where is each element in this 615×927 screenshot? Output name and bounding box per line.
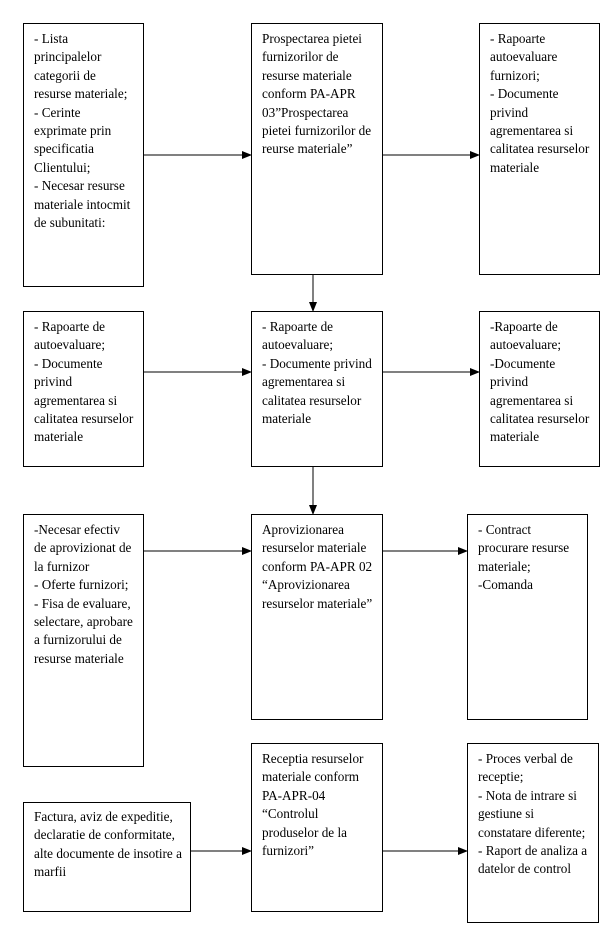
row1-input-item: - Lista principalelor categorii de resurse materiale; bbox=[34, 31, 128, 102]
row3-process-text: Aprovizionarea resurselor materiale conform PA-APR 02 “Aprovizionarea resurselor materiale” bbox=[262, 522, 373, 611]
row1-input-item: - Cerinte exprimate prin specificatia Clientului; bbox=[34, 104, 112, 175]
row4-inputs-box bbox=[23, 802, 191, 912]
row2-input-item: - Rapoarte de autoevaluare; bbox=[34, 319, 106, 353]
row2-process-item: - Documente privind agrementarea si calitatea resurselor materiale bbox=[262, 355, 372, 427]
row2-process-box bbox=[251, 311, 383, 467]
row4-process-box bbox=[251, 743, 383, 912]
row1-output-item: - Rapoarte autoevaluare furnizori; bbox=[490, 31, 558, 83]
row4-input-text: Factura, aviz de expeditie, declaratie de conformitate, alte documente de insotire a marfii bbox=[34, 809, 182, 880]
row3-process-box bbox=[251, 514, 383, 720]
row2-process-item: - Rapoarte de autoevaluare; bbox=[262, 319, 334, 353]
row4-outputs-box bbox=[467, 743, 599, 923]
row4-process-text: Receptia resurselor materiale conform PA-APR-04 “Controlul produselor de la furnizori” bbox=[262, 751, 364, 859]
row3-outputs-box bbox=[467, 514, 588, 720]
row3-input-item: - Fisa de evaluare, selectare, aprobare a furnizorului de resurse materiale bbox=[34, 595, 133, 666]
row4-output-item: - Raport de analiza a datelor de control bbox=[478, 843, 588, 877]
row1-inputs-box bbox=[23, 23, 144, 287]
row4-output-item: - Nota de intrare si gestiune si constatare diferente; bbox=[478, 787, 586, 840]
row2-inputs-box bbox=[23, 311, 144, 467]
row3-input-item: - Oferte furnizori; bbox=[34, 577, 129, 593]
row1-output-item: - Documente privind agrementarea si calitatea resurselor materiale bbox=[490, 86, 590, 175]
row1-process-box bbox=[251, 23, 383, 275]
row2-output-item: -Documente privind agrementarea si calitatea resurselor materiale bbox=[490, 355, 590, 445]
row3-inputs-box bbox=[23, 514, 144, 767]
row2-input-item: - Documente privind agrementarea si calitatea resurselor materiale bbox=[34, 355, 134, 445]
row2-output-item: -Rapoarte de autoevaluare; bbox=[490, 319, 562, 353]
row1-outputs-box bbox=[479, 23, 600, 275]
row3-input-item: -Necesar efectiv de aprovizionat de la furnizor bbox=[34, 522, 132, 574]
row1-process-text: Prospectarea pietei furnizorilor de resurse materiale conform PA-APR 03”Prospectarea pietei furnizorilor de reurse materiale” bbox=[262, 31, 372, 157]
row4-output-item: - Proces verbal de receptie; bbox=[478, 751, 573, 785]
row3-output-item: - Contract procurare resurse materiale; bbox=[478, 522, 570, 574]
row1-input-item: - Necesar resurse materiale intocmit de subunitati: bbox=[34, 178, 131, 231]
row3-output-item: -Comanda bbox=[478, 577, 533, 593]
row2-outputs-box bbox=[479, 311, 600, 467]
